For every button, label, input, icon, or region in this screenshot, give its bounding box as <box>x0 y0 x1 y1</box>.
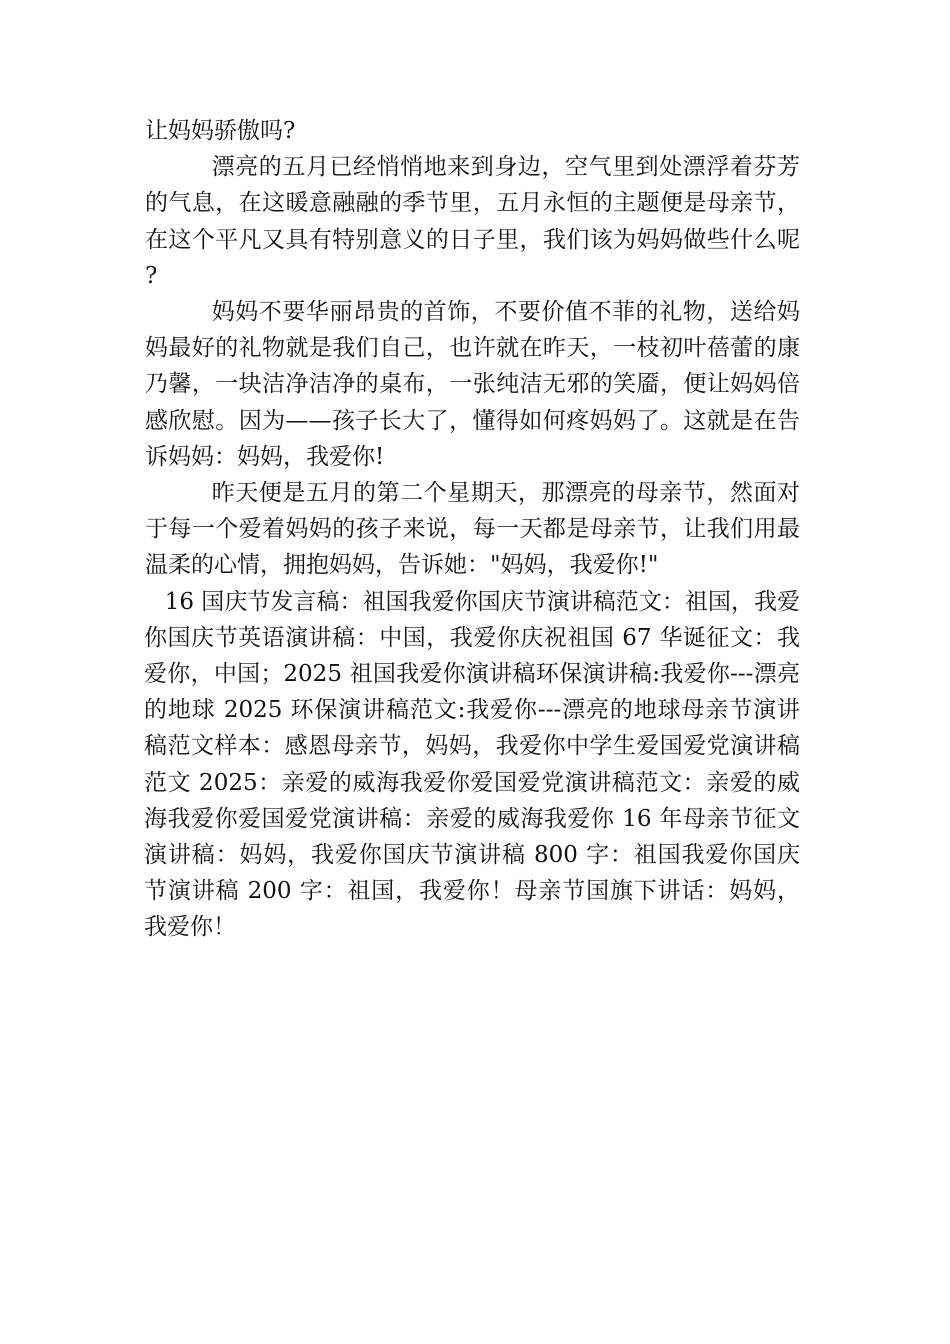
paragraph-mothers-day: 昨天便是五月的第二个星期天，那漂亮的母亲节，然面对于每一个爱着妈妈的孩子来说，每一天都是母亲节，让我们用最温柔的心情，拥抱妈妈，告诉她："妈妈，我爱你!" <box>145 480 800 579</box>
paragraph-may-intro: 漂亮的五月已经悄悄地来到身边，空气里到处漂浮着芬芳的气息，在这暖意融融的季节里，五月永恒的主题便是母亲节，在这个平凡又具有特别意义的日子里，我们该为妈妈做些什么呢? <box>145 154 800 289</box>
paragraph-related-links: 16 国庆节发言稿：祖国我爱你国庆节演讲稿范文：祖国，我爱你国庆节英语演讲稿：中国，我爱你庆祝祖国 67 华诞征文：我爱你，中国；2025 祖国我爱你演讲稿环保演讲稿:我爱你---漂亮的地球 2025 环保演讲稿范文:我爱你---漂亮的地球母亲节演讲稿范文样本：感恩母亲节，妈妈，我爱你中学生爱国爱党演讲稿范文 2025：亲爱的威海我爱你爱国爱党演讲稿范文：亲爱的威海我爱你爱国爱党演讲稿：亲爱的威海我爱你 16 年母亲节征文演讲稿：妈妈，我爱你国庆节演讲稿 800 字：祖国我爱你国庆节演讲稿 200 字：祖国，我爱你！母亲节国旗下讲话：妈妈，我爱你！ <box>144 588 800 941</box>
paragraph-gift: 妈妈不要华丽昂贵的首饰，不要价值不菲的礼物，送给妈妈最好的礼物就是我们自己，也许就在昨天，一枝初叶蓓蕾的康乃馨，一块洁净洁净的桌布，一张纯洁无邪的笑靥，便让妈妈倍感欣慰。因为——孩子长大了，懂得如何疼妈妈了。这就是在告诉妈妈：妈妈，我爱你! <box>145 299 800 470</box>
document-body <box>145 113 800 946</box>
paragraph-continuation: 让妈妈骄傲吗? <box>145 118 296 144</box>
